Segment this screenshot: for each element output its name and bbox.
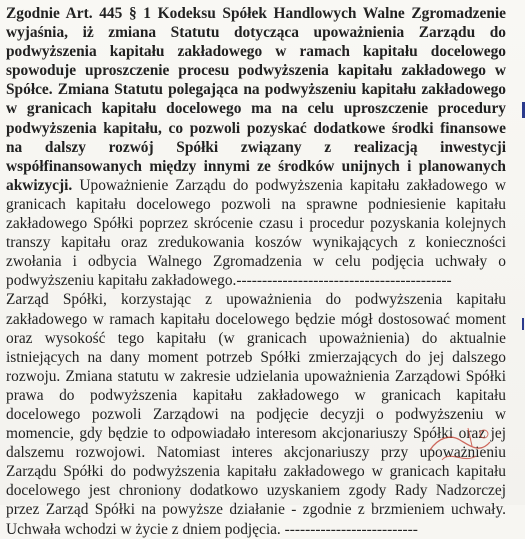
text-line: Zarząd Spółki, korzystając z upoważnienia do podwyższenia kapitału [6,291,506,309]
text-line: podwyższeniu kapitału zakładowego.------------------------------------------ [6,272,452,290]
text-line: Zgodnie Art. 445 § 1 Kodeksu Spółek Handlowych Walne Zgromadzenie [6,5,506,22]
text-line: akwizycji. Upoważnienie Zarządu do podwyższenia kapitału zakładowego w [6,176,506,194]
margin-mark [522,318,524,330]
text-line: podwyższenia kapitału zakładowego w ramach kapitału docelowego [6,43,506,61]
text-line: podwyższenia kapitału, co pozwoli pozyskać dodatkowe środki finansowe [6,119,506,137]
text-line: Uchwała wchodzi w życie z dniem podjęcia. -------------------------- [6,520,418,538]
text-line: zwołania i odbycia Walnego Zgromadzenia w celu podjęcia uchwały o [6,253,506,271]
text-line: zakładowego Spółki poprzez skrócenie czasu i procedur pozyskania kolejnych [6,215,506,233]
text-line: przez Zarząd Spółki na powyższe działanie - zgodnie z brzmieniem uchwały. [6,501,506,519]
text-line: momencie, gdy będzie to odpowiadało interesom akcjonariuszy Spółki oraz jej [6,425,506,443]
text-line: rozwoju. Zmiana statutu w zakresie udzielania upoważnienia Zarządowi Spółki [6,367,506,385]
text-line: docelowego jest chroniony dodatkowo uzyskaniem zgody Rady Nadzorczej [6,482,506,500]
text-line: prawa do podwyższenia kapitału zakładowego w granicach kapitału [6,386,506,404]
text-line: Spółce. Zmiana Statutu polegająca na podwyższeniu kapitału zakładowego [6,81,506,99]
text-line: na dalszy rozwój Spółki związany z realizacją inwestycji [6,138,506,156]
text-line: transzy kapitału oraz zredukowania koszów wynikających z konieczności [6,234,506,252]
text-line: granicach kapitału docelowego pozwoli na sprawne podniesienie kapitału [6,195,506,213]
text-line: Zarządu Spółki do podwyższenia kapitału zakładowego w granicach kapitału [6,463,506,481]
text-line: istniejących na dany moment potrzeb Spółki zmierzających do jej dalszego [6,348,506,366]
text-line: dalszemu rozwojowi. Natomiast interes akcjonariuszy przy upoważnieniu [6,444,506,462]
text-line: współfinansowanych między innymi ze środków unijnych i planowanych [6,157,506,175]
text-line: spowoduje uproszczenie procesu podwyższenia kapitału zakładowego w [6,62,506,80]
text-line: zakładowego w ramach kapitału docelowego będzie mógł dostosować moment [6,310,506,328]
text-line: wyjaśnia, iż zmiana Statutu dotycząca upoważnienia Zarządu do [6,24,506,42]
document-body [6,4,506,539]
text-line: docelowego pozwoli Zarządowi na podjęcie decyzji o podwyższeniu w [6,405,506,423]
text-line: w granicach kapitału docelowego ma na celu uproszczenie procedury [6,100,506,118]
text-line: oraz wysokość tego kapitału (w granicach upoważnienia) do aktualnie [6,329,506,347]
